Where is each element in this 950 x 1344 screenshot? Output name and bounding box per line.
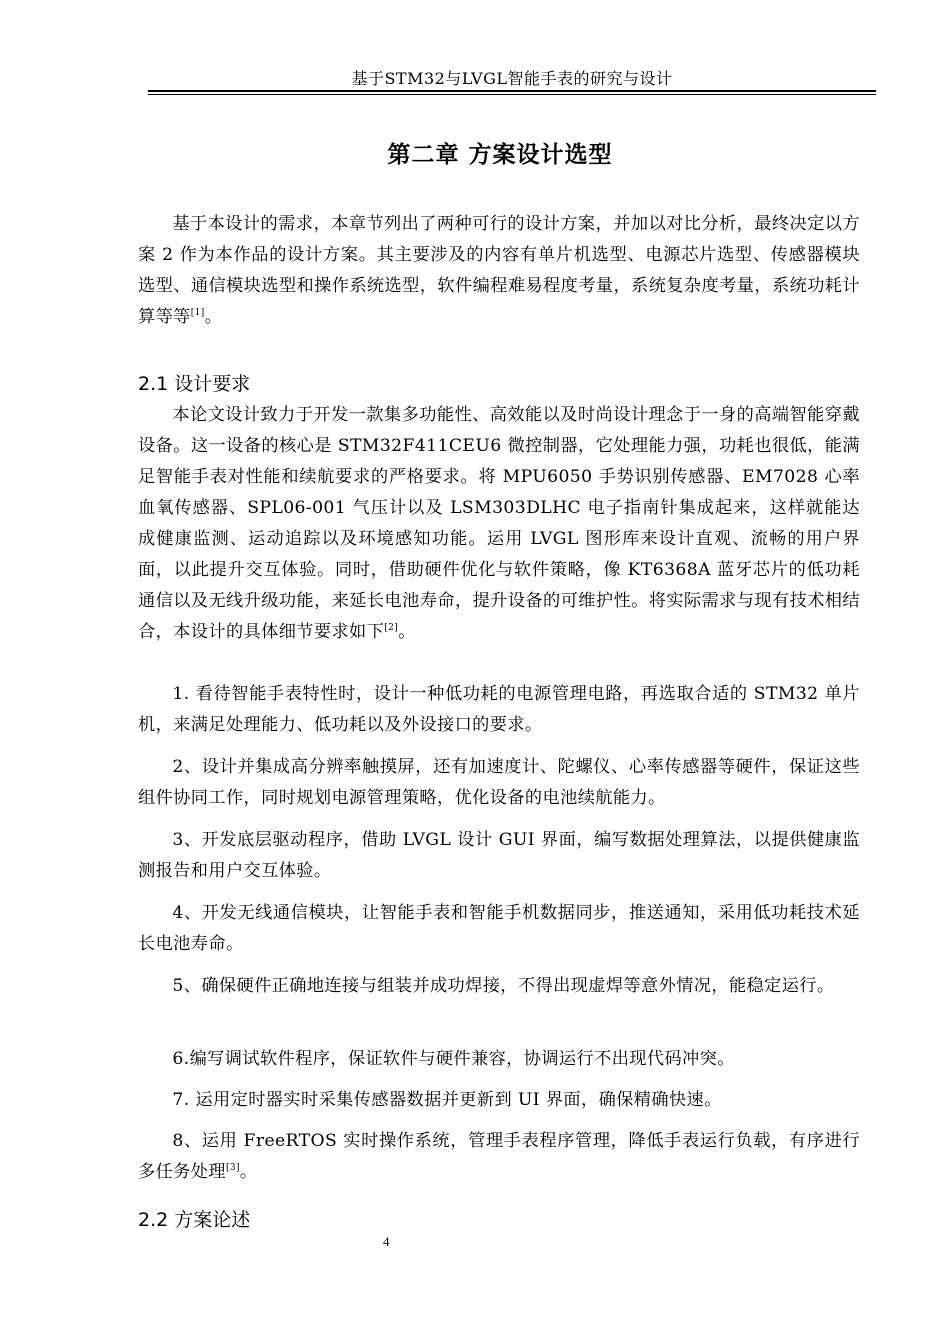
citation-ref[interactable]: [2]: [384, 623, 399, 633]
requirement-item-5: 5、确保硬件正确地连接与组装并成功焊接，不得出现虚焊等意外情况，能稳定运行。: [172, 976, 835, 996]
intro-paragraph: [138, 209, 860, 333]
running-header-title: 基于STM32与LVGL智能手表的研究与设计: [351, 69, 673, 88]
citation-ref[interactable]: [3]: [225, 1163, 240, 1173]
requirements-text: 本论文设计致力于开发一款集多功能性、高效能以及时尚设计理念于一身的高端智能穿戴设备。这一设备的核心是 STM32F411CEU6 微控制器，它处理能力强，功耗也很低，能满足智能手表对性能和续航要求的严格要求。将 MPU6050 手势识别传感器、EM7028 心率血氧传感器、SPL06-001 气压计以及 LSM303DLHC 电子指南针集成起来，这样就能达成健康监测、运动追踪以及环境感知功能。运用 LVGL 图形库来设计直观、流畅的用户界面，以此提升交互体验。同时，借助硬件优化与软件策略，像 KT6368A 蓝牙芯片的低功耗通信以及无线升级功能，来延长电池寿命，提升设备的可维护性。将实际需求与现有技术相结合，本设计的具体细节要求如下: [138, 405, 860, 642]
requirement-item-8: [138, 1126, 860, 1188]
section-heading-2-2: 2.2 方案论述: [138, 1209, 251, 1231]
requirement-item-2: 2、设计并集成高分辨率触摸屏，还有加速度计、陀螺仪、心率传感器等硬件，保证这些组件协同工作，同时规划电源管理策略，优化设备的电池续航能力。: [138, 757, 860, 808]
requirement-item-7: 7. 运用定时器实时采集传感器数据并更新到 UI 界面，确保精确快速。: [172, 1090, 722, 1110]
requirement-item-1: 1. 看待智能手表特性时，设计一种低功耗的电源管理电路，再选取合适的 STM32 单片机，来满足处理能力、低功耗以及外设接口的要求。: [138, 684, 860, 735]
intro-text: 基于本设计的需求，本章节列出了两种可行的设计方案，并加以对比分析，最终决定以方案 2 作为本作品的设计方案。其主要涉及的内容有单片机选型、电源芯片选型、传感器模块选型、通信模块选型和操作系统选型，软件编程难易程度考量，系统复杂度考量，系统功耗计算等等: [138, 214, 860, 327]
page-number: 4: [383, 1234, 390, 1249]
intro-end: 。: [204, 307, 223, 327]
requirement-item-6: 6.编写调试软件程序，保证软件与硬件兼容，协调运行不出现代码冲突。: [172, 1049, 735, 1069]
header-rule-thin: [148, 94, 876, 95]
citation-ref[interactable]: [1]: [190, 308, 205, 318]
chapter-title: 第二章 方案设计选型: [387, 142, 613, 168]
requirement-item-4: 4、开发无线通信模块，让智能手表和智能手机数据同步，推送通知，采用低功耗技术延长电池寿命。: [138, 903, 860, 954]
requirement-item-3: 3、开发底层驱动程序，借助 LVGL 设计 GUI 界面，编写数据处理算法，以提供健康监测报告和用户交互体验。: [138, 830, 860, 881]
requirements-end: 。: [398, 622, 416, 642]
requirements-paragraph: [138, 400, 860, 648]
header-rule-thick: [148, 90, 876, 92]
item8-text: 8、运用 FreeRTOS 实时操作系统，管理手表程序管理，降低手表运行负载，有序进行多任务处理: [138, 1131, 860, 1182]
item8-end: 。: [239, 1162, 258, 1182]
section-heading-2-1: 2.1 设计要求: [138, 373, 251, 395]
